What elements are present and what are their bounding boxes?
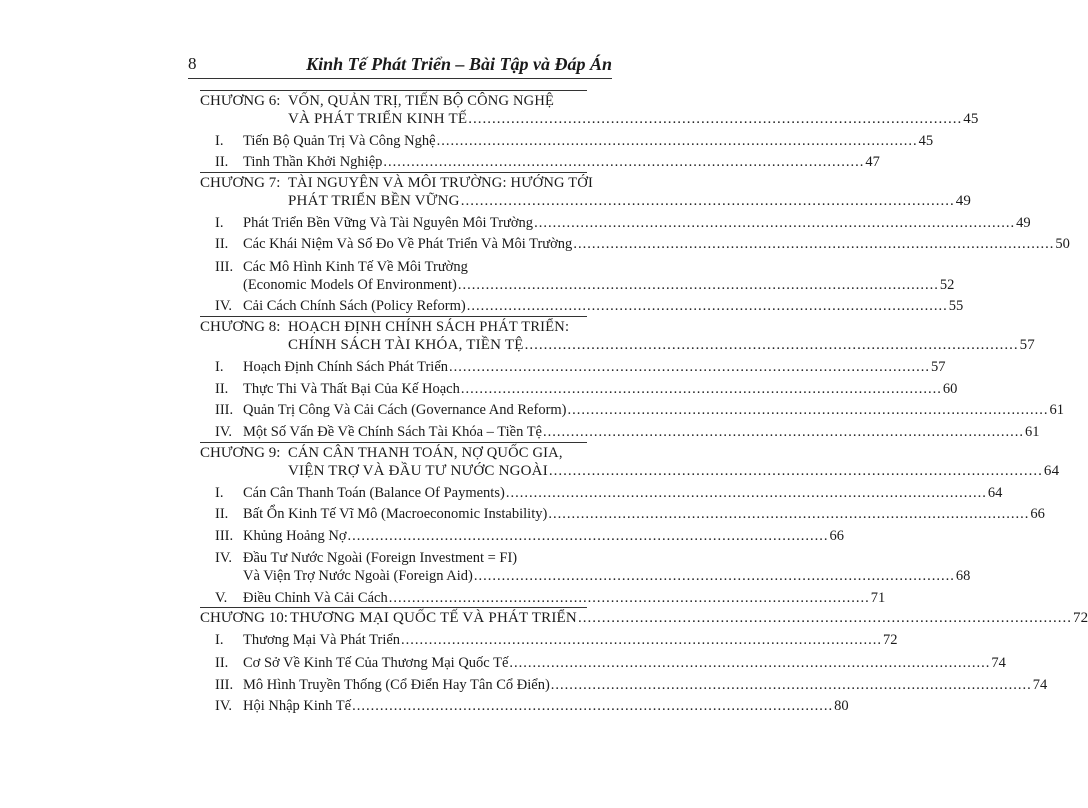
page-number: 8 xyxy=(188,54,197,73)
section-number: V. xyxy=(215,590,228,606)
section-number: I. xyxy=(215,215,224,231)
chapter-rule xyxy=(200,90,587,91)
chapter-page: 64 xyxy=(1043,463,1060,479)
section-title-cont: Và Viện Trợ Nước Ngoài (Foreign Aid) xyxy=(243,568,473,584)
dot-leader: ........................................................................................................ xyxy=(524,337,1019,353)
chapter-title-line1: CÁN CÂN THANH TOÁN, NỢ QUỐC GIA, xyxy=(288,445,563,461)
dot-leader: ........................................................................................................ xyxy=(577,610,1072,626)
dot-leader: ........................................................................................................ xyxy=(352,698,834,714)
section-page: 64 xyxy=(987,485,1003,501)
section-number: II. xyxy=(215,381,229,397)
chapter-title-text: VIỆN TRỢ VÀ ĐẦU TƯ NƯỚC NGOÀI xyxy=(288,463,548,479)
chapter-rule xyxy=(200,442,587,443)
section-title: Đầu Tư Nước Ngoài (Foreign Investment = FI) xyxy=(243,550,518,566)
section-number: IV. xyxy=(215,698,233,714)
section-title: Hoạch Định Chính Sách Phát Triển xyxy=(243,359,449,375)
dot-leader: ........................................................................................................ xyxy=(543,424,1024,440)
section-number: I. xyxy=(215,359,224,375)
toc-entry xyxy=(243,401,1065,419)
section-page: 80 xyxy=(834,698,849,714)
chapter-page: 45 xyxy=(963,111,979,127)
toc-entry xyxy=(243,132,934,150)
section-page: 72 xyxy=(883,632,898,648)
dot-leader: ........................................................................................................ xyxy=(460,193,955,209)
section-page: 71 xyxy=(870,590,886,606)
dot-leader: ........................................................................................................ xyxy=(550,677,1032,693)
chapter-page: 49 xyxy=(955,193,972,209)
section-page: 49 xyxy=(1016,215,1031,231)
chapter-label: CHƯƠNG 9: xyxy=(200,445,281,461)
dot-leader: ........................................................................................................ xyxy=(509,655,991,671)
chapter-label: CHƯƠNG 8: xyxy=(200,319,281,335)
chapter-page: 72 xyxy=(1072,610,1088,626)
section-page: 66 xyxy=(1030,506,1045,522)
section-title: Thực Thi Và Thất Bại Của Kế Hoạch xyxy=(243,381,460,397)
section-page: 52 xyxy=(939,277,955,293)
section-page: 45 xyxy=(918,133,934,149)
dot-leader: ........................................................................................................ xyxy=(460,381,942,397)
section-number: III. xyxy=(215,259,234,275)
toc-entry xyxy=(243,567,971,585)
dot-leader: ........................................................................................................ xyxy=(534,215,1016,231)
section-number: I. xyxy=(215,632,224,648)
section-number: I. xyxy=(215,485,224,501)
section-page: 61 xyxy=(1025,424,1040,440)
section-title-cont: (Economic Models Of Environment) xyxy=(243,277,457,293)
chapter-title-line2 xyxy=(288,336,1036,354)
toc-entry xyxy=(243,214,1031,232)
toc-entry xyxy=(243,153,880,171)
toc-entry xyxy=(243,297,964,315)
section-title: Bất Ổn Kinh Tế Vĩ Mô (Macroeconomic Instability) xyxy=(243,506,548,522)
section-page: 74 xyxy=(991,655,1006,671)
dot-leader: ........................................................................................................ xyxy=(567,402,1049,418)
toc-entry xyxy=(243,423,1040,441)
section-title: Tiến Bộ Quản Trị Và Công Nghệ xyxy=(243,133,436,149)
chapter-rule xyxy=(200,607,587,608)
section-page: 68 xyxy=(955,568,971,584)
dot-leader: ........................................................................................................ xyxy=(548,506,1030,522)
toc-entry xyxy=(243,276,955,294)
dot-leader: ........................................................................................................ xyxy=(548,463,1043,479)
section-title: Các Mô Hình Kinh Tế Về Môi Trường xyxy=(243,259,468,275)
chapter-label: CHƯƠNG 6: xyxy=(200,93,281,109)
toc-entry xyxy=(243,654,1006,672)
chapter-page: 57 xyxy=(1019,337,1036,353)
section-number: IV. xyxy=(215,298,233,314)
book-title: Kinh Tế Phát Triển – Bài Tập và Đáp Án xyxy=(306,54,612,74)
section-title: Thương Mại Và Phát Triển xyxy=(243,632,401,648)
dot-leader: ........................................................................................................ xyxy=(468,111,963,127)
dot-leader: ........................................................................................................ xyxy=(383,154,865,170)
section-page: 57 xyxy=(931,359,946,375)
section-number: II. xyxy=(215,154,229,170)
section-number: IV. xyxy=(215,550,233,566)
section-title: Tinh Thần Khởi Nghiệp xyxy=(243,154,383,170)
section-title: Phát Triển Bền Vững Và Tài Nguyên Môi Trường xyxy=(243,215,534,231)
section-title: Khủng Hoảng Nợ xyxy=(243,528,347,544)
section-page: 61 xyxy=(1049,402,1065,418)
toc-entry xyxy=(243,527,845,545)
chapter-title-line2 xyxy=(288,110,979,128)
toc-entry xyxy=(243,358,946,376)
chapter-title-text: THƯƠNG MẠI QUỐC TẾ VÀ PHÁT TRIỂN xyxy=(290,610,577,626)
dot-leader: ........................................................................................................ xyxy=(347,528,829,544)
chapter-title-line1: TÀI NGUYÊN VÀ MÔI TRƯỜNG: HƯỚNG TỚI xyxy=(288,175,593,191)
section-number: II. xyxy=(215,506,229,522)
section-title: Điều Chỉnh Và Cải Cách xyxy=(243,590,388,606)
toc-entry xyxy=(243,589,886,607)
chapter-rule xyxy=(200,316,587,317)
section-title: Cán Cân Thanh Toán (Balance Of Payments) xyxy=(243,485,505,501)
section-page: 50 xyxy=(1055,236,1070,252)
section-number: III. xyxy=(215,677,234,693)
chapter-title-line2 xyxy=(288,192,972,210)
section-title: Một Số Vấn Đề Về Chính Sách Tài Khóa – Tiền Tệ xyxy=(243,424,542,440)
dot-leader: ........................................................................................................ xyxy=(449,359,931,375)
dot-leader: ........................................................................................................ xyxy=(436,133,918,149)
dot-leader: ........................................................................................................ xyxy=(457,277,939,293)
section-number: III. xyxy=(215,402,234,418)
toc-entry xyxy=(243,676,1048,694)
section-page: 60 xyxy=(942,381,958,397)
dot-leader: ........................................................................................................ xyxy=(473,568,955,584)
section-number: III. xyxy=(215,528,234,544)
toc-entry xyxy=(243,697,849,715)
section-page: 74 xyxy=(1032,677,1048,693)
section-number: IV. xyxy=(215,424,233,440)
dot-leader: ........................................................................................................ xyxy=(466,298,948,314)
chapter-title-line2 xyxy=(288,462,1060,480)
section-number: II. xyxy=(215,655,229,671)
dot-leader: ........................................................................................................ xyxy=(401,632,883,648)
dot-leader: ........................................................................................................ xyxy=(573,236,1055,252)
chapter-rule xyxy=(200,172,587,173)
toc-entry xyxy=(243,380,958,398)
section-page: 66 xyxy=(829,528,845,544)
chapter-title-line1 xyxy=(290,609,1088,627)
section-number: I. xyxy=(215,133,224,149)
toc-entry xyxy=(243,631,898,649)
section-title: Mô Hình Truyền Thống (Cổ Điển Hay Tân Cổ Điển) xyxy=(243,677,550,693)
chapter-title-text: CHÍNH SÁCH TÀI KHÓA, TIỀN TỆ xyxy=(288,337,524,353)
dot-leader: ........................................................................................................ xyxy=(505,485,987,501)
section-title: Cơ Sở Về Kinh Tế Của Thương Mại Quốc Tế xyxy=(243,655,509,671)
section-page: 55 xyxy=(948,298,964,314)
chapter-title-text: VÀ PHÁT TRIỂN KINH TẾ xyxy=(288,111,468,127)
chapter-title-line1: HOẠCH ĐỊNH CHÍNH SÁCH PHÁT TRIỂN: xyxy=(288,319,570,335)
toc-entry xyxy=(243,235,1070,253)
section-title: Quản Trị Công Và Cải Cách (Governance And Reform) xyxy=(243,402,567,418)
toc-entry xyxy=(243,505,1045,523)
chapter-label: CHƯƠNG 10: xyxy=(200,610,288,626)
section-title: Cải Cách Chính Sách (Policy Reform) xyxy=(243,298,466,314)
section-number: II. xyxy=(215,236,229,252)
chapter-title-text: PHÁT TRIỂN BỀN VỮNG xyxy=(288,193,460,209)
toc-entry xyxy=(243,484,1003,502)
chapter-title-line1: VỐN, QUẢN TRỊ, TIẾN BỘ CÔNG NGHỆ xyxy=(288,93,555,109)
chapter-label: CHƯƠNG 7: xyxy=(200,175,281,191)
dot-leader: ........................................................................................................ xyxy=(388,590,870,606)
section-title: Hội Nhập Kinh Tế xyxy=(243,698,352,714)
section-page: 47 xyxy=(865,154,880,170)
section-title: Các Khái Niệm Và Số Đo Về Phát Triển Và Môi Trường xyxy=(243,236,573,252)
